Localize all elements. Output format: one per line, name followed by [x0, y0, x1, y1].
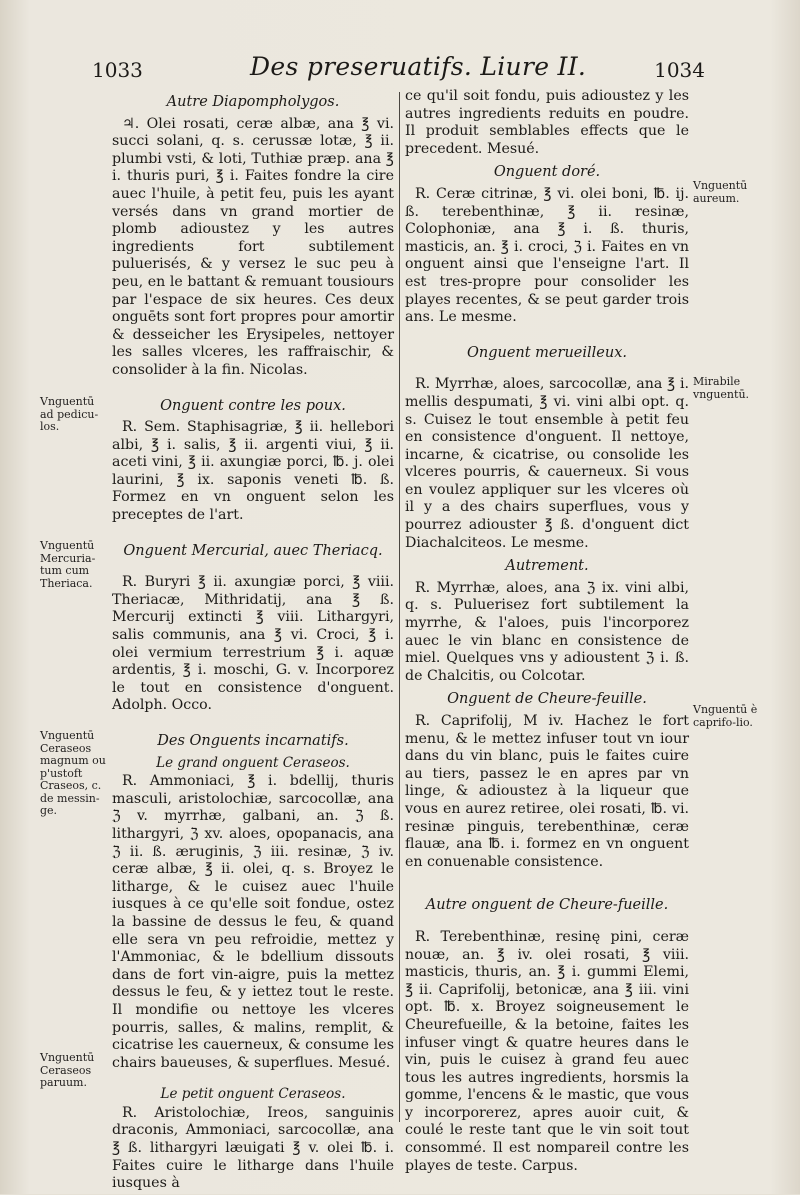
column-divider	[399, 92, 400, 1122]
margin-note-aureum: Vnguentū aureum.	[693, 179, 748, 205]
section-heading: Des Onguents incarnatifs.	[157, 733, 349, 749]
paragraph: ce qu'il soit fondu, puis adioustez y les autres ingredients reduits en poudre. Il produit semblables effects que le precedent. Mesué.	[405, 88, 689, 157]
section-heading: Autre onguent de Cheure-fueille.	[425, 897, 669, 914]
page-header	[80, 52, 705, 82]
left-column	[112, 88, 394, 1195]
section-heading: Onguent Mercurial, auec Theriacq.	[123, 542, 383, 559]
subsection-heading: Le petit onguent Ceraseos.	[160, 1086, 346, 1103]
paragraph: R. Ceræ citrinæ, ℥ vi. olei boni, ℔. ij. ß. terebenthinæ, ℥ ii. resinæ, Colophoniæ, ana ℥ i. ß. thuris, masticis, an. ℥ i. croci, ℨ i. Faites en vn onguent ainsi que l'enseigne l'art. Il est tres-propre pour consolider les playes recentes, & se peut garder trois ans. Le mesme.	[405, 185, 689, 326]
section-heading: Onguent de Cheure-feuille.	[447, 691, 647, 708]
section-heading: Autre Diapompholygos.	[166, 94, 340, 110]
paragraph: R. Aristolochiæ, Ireos, sanguinis draconis, Ammoniaci, sarcocollæ, ana ℥ ß. lithargyri læuigati ℥ v. olei ℔. i. Faites cuire le litharge dans l'huile iusques à	[112, 1104, 394, 1192]
running-title: Des preseruatifs. Liure II.	[250, 52, 587, 81]
paragraph: ♃. Olei rosati, ceræ albæ, ana ℥ vi. succi solani, q. s. cerussæ lotæ, ℥ ii. plumbi vsti, & loti, Tuthiæ præp. ana ℥ i. thuris puri, ℥ i. Faites fondre la cire auec l'huile, à petit feu, puis les ayant versés dans vn grand mortier de plomb adioustez y les autres ingredients fort subtilement puluerisés, & y versez le suc peu à peu, en le battant & remuant tousiours par l'espace de six heures. Ces deux onguēts sont fort propres pour amortir & desseicher les Erysipeles, nettoyer les salles vlceres, les raffraischir, & consolider à la fin. Nicolas.	[112, 115, 394, 378]
margin-note-caprifolio: Vnguentū è caprifo-lio.	[693, 703, 758, 729]
margin-note-mercurial: Vnguentū Mercuria-tum cum Theriaca.	[40, 539, 96, 590]
right-column	[405, 88, 689, 1177]
margin-note-mirabile: Mirabile vnguentū.	[693, 375, 750, 401]
paragraph: R. Caprifolij, M iv. Hachez le fort menu, & le mettez infuser tout vn iour dans du vin blanc, puis le faites cuire au tiers, passez le en apres par vn linge, & adioustez à la liqueur que vous en aurez retiree, olei rosati, ℔. vi. resinæ pinguis, terebenthinæ, ceræ flauæ, ana ℔. i. formez en vn onguent en conuenable consistence.	[405, 713, 689, 870]
paragraph: R. Terebenthinæ, resinę pini, ceræ nouæ, an. ℥ iv. olei rosati, ℥ viii. masticis, thuris, an. ℥ i. gummi Elemi, ℥ ii. Caprifolij, betonicæ, ana ℥ iii. vini opt. ℔. x. Broyez soigneusement le Cheurefueille, & la betoine, faites les infuser vingt & quatre heures dans le vin, puis le cuisez à grand feu auec tous les autres ingredients, horsmis la gomme, l'encens & le mastic, que vous y incorporerez, apres auoir cuit, & coulé le reste tant que le vin soit tout consommé. Il est nompareil contre les playes de teste. Carpus.	[405, 928, 689, 1174]
margin-note-poux: Vnguentū ad pedicu-los.	[40, 395, 99, 433]
section-heading: Onguent doré.	[493, 164, 601, 181]
section-heading: Onguent contre les poux.	[160, 397, 346, 414]
subsection-heading: Le grand onguent Ceraseos.	[156, 754, 350, 771]
paragraph: R. Buryri ℥ ii. axungiæ porci, ℥ viii. Theriacæ, Mithridatij, ana ℥ ß. Mercurij extincti ℥ viii. Lithargyri, salis communis, ana ℥ vi. Croci, ℥ i. olei vermium terrestrium ℥ i. aquæ ardentis, ℥ i. moschi, G. v. Incorporez le tout en consistence d'onguent. Adolph. Occo.	[112, 574, 394, 714]
section-heading: Autrement.	[505, 558, 589, 575]
paragraph: R. Myrrhæ, aloes, sarcocollæ, ana ℥ i. mellis despumati, ℥ vi. vini albi opt. q. s. Cuisez le tout ensemble à petit feu en consistence d'onguent. Il nettoye, incarne, & cicatrise, ou consolide les vlceres pourris, & cauerneux. Si vous en voulez appliquer sur les vlceres où il y a des chairs superflues, vous y pourrez adiouster ℥ ß. d'onguent dict Diachalciteos. Le mesme.	[405, 376, 689, 551]
right-page-number: 1034	[654, 58, 705, 82]
margin-note-ceraseos-magnum: Vnguentū Ceraseos magnum ou p'ustoft Craseos, c. de messin-ge.	[40, 729, 106, 817]
section-heading: Onguent merueilleux.	[466, 344, 627, 361]
paragraph: R. Myrrhæ, aloes, ana ℨ ix. vini albi, q. s. Puluerisez fort subtilement la myrrhe, & l'aloes, puis l'incorporez auec le vin blanc en consistence de miel. Quelques vns y adioustent ℨ i. ß. de Chalcitis, ou Colcotar.	[405, 579, 689, 684]
paragraph: R. Ammoniaci, ℥ i. bdellij, thuris masculi, aristolochiæ, sarcocollæ, ana ℨ v. myrrhæ, galbani, an. ℨ ß. lithargyri, ℨ xv. aloes, opopanacis, ana ℨ ii. ß. æruginis, ℨ iii. resinæ, ℨ iv. ceræ albæ, ℥ ii. olei, q. s. Broyez le litharge, & le cuisez auec l'huile iusques à ce qu'elle soit fondue, ostez la bassine de dessus le feu, & quand elle sera vn peu refroidie, mettez y l'Ammoniac, & le bdellium dissouts dans de fort vin-aigre, puis la mettez dessus le feu, & y iettez tout le reste. Il mondifie ou nettoye les vlceres pourris, salles, & malins, remplit, & cicatrise les cauerneux, & consume les chairs baueuses, & superflues. Mesué.	[112, 773, 394, 1071]
left-page-number: 1033	[92, 58, 143, 82]
margin-note-ceraseos-paruum: Vnguentū Ceraseos paruum.	[40, 1051, 95, 1089]
paragraph: R. Sem. Staphisagriæ, ℥ ii. hellebori albi, ℥ i. salis, ℥ ii. argenti viui, ℥ ii. aceti vini, ℥ ii. axungiæ porci, ℔. j. olei laurini, ℥ ix. saponis veneti ℔. ß. Formez en vn onguent selon les preceptes de l'art.	[112, 419, 394, 524]
